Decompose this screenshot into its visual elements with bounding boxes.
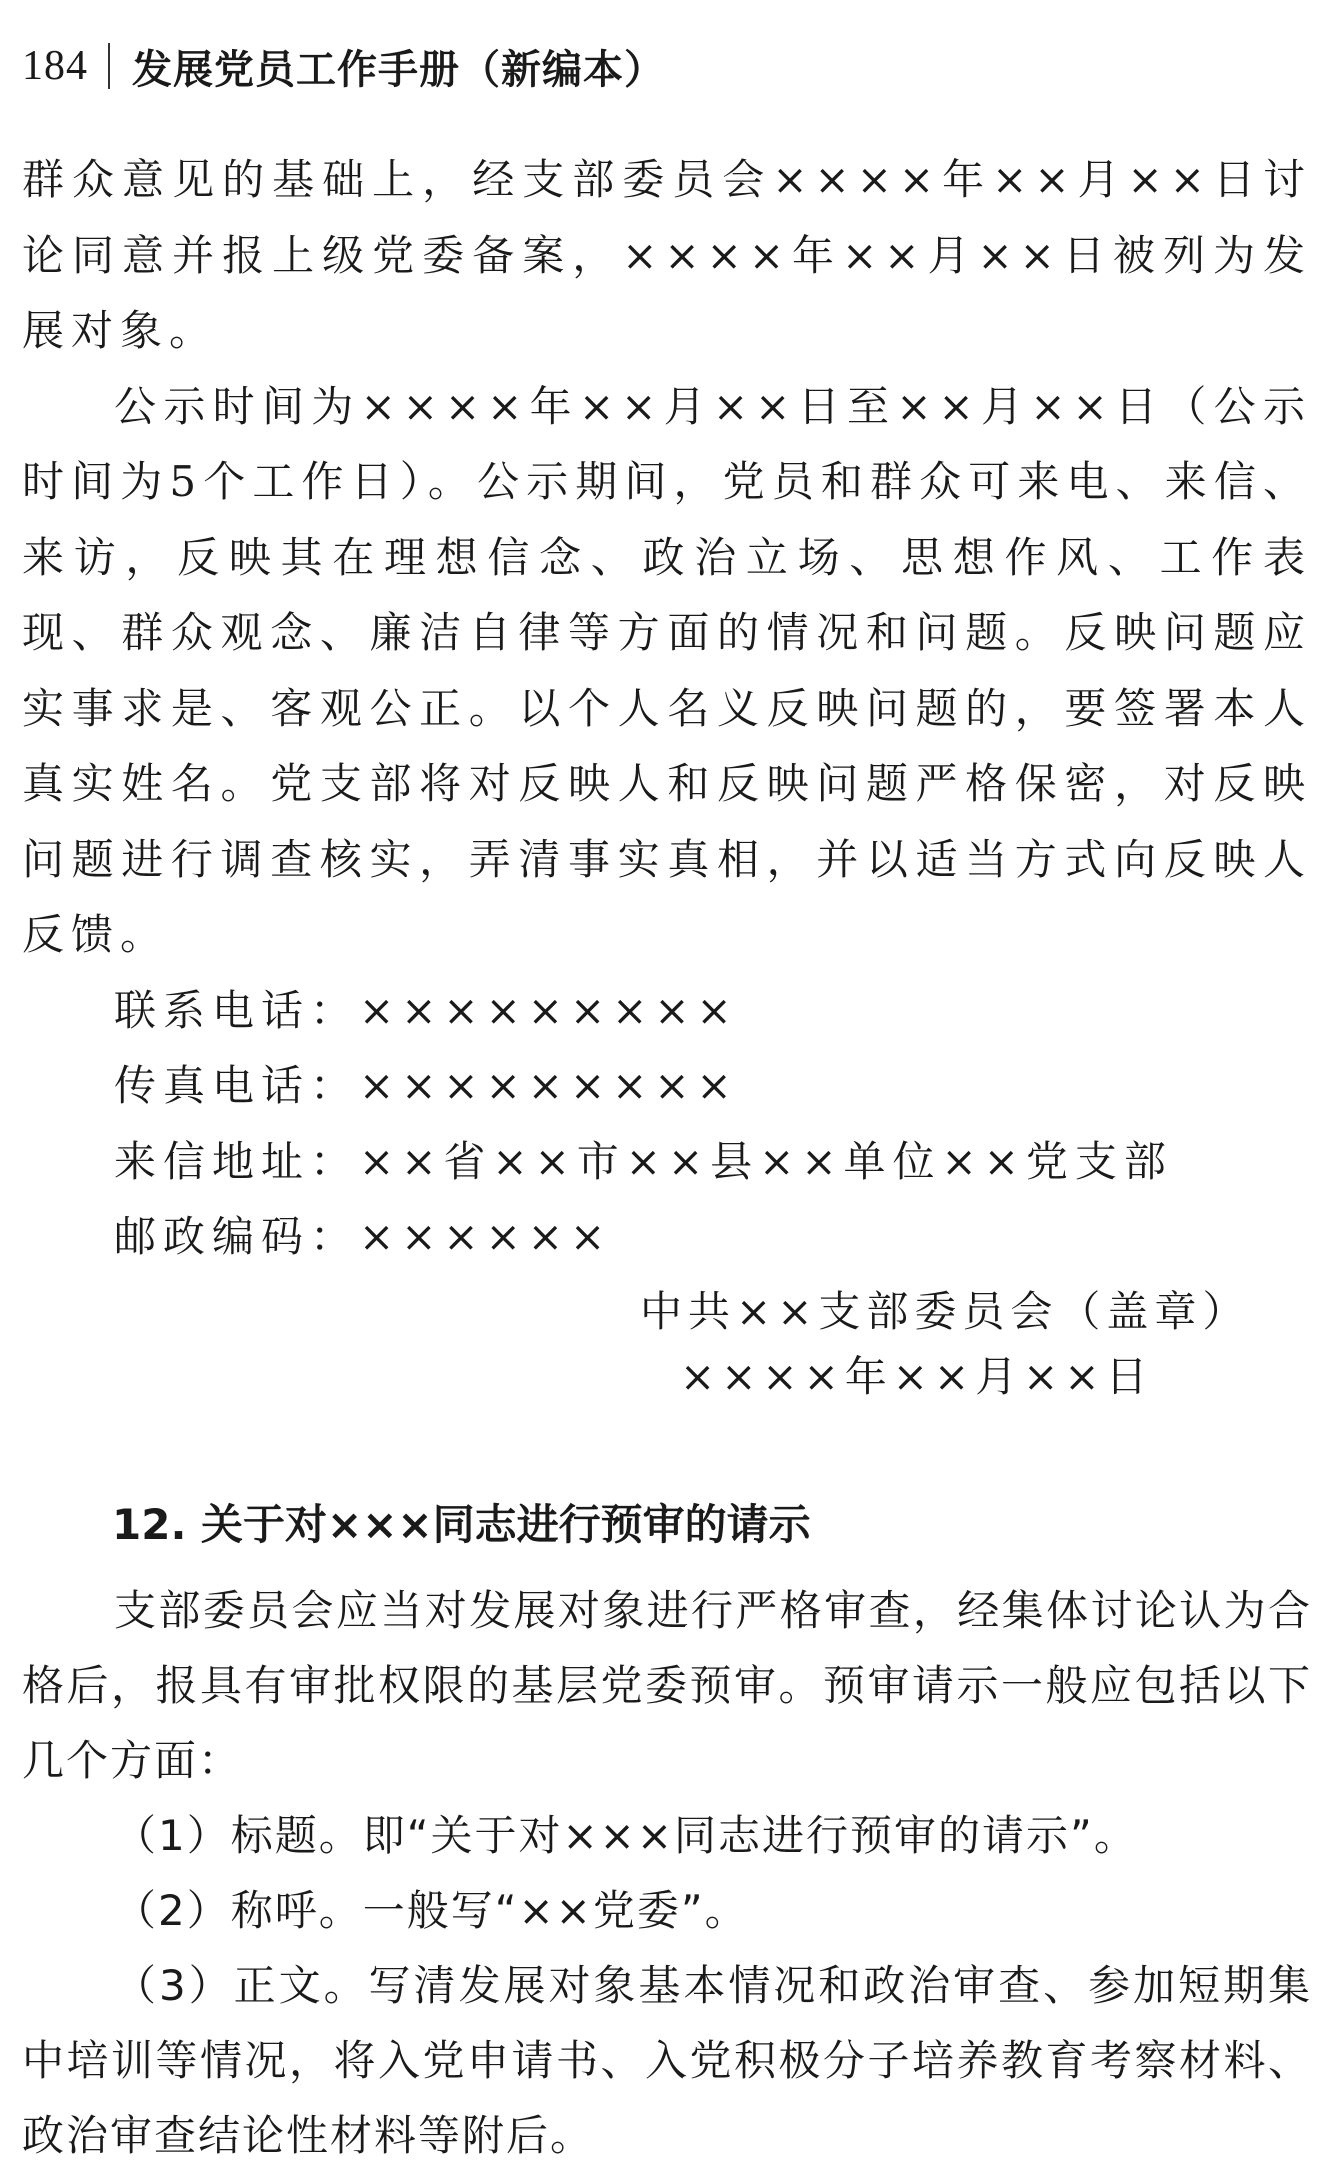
paragraph-intro: 支部委员会应当对发展对象进行严格审查，经集体讨论认为合格后，报具有审批权限的基层党委预审。预审请示一般应包括以下几个方面： [22, 1586, 1312, 1785]
page-number: 184 [22, 43, 88, 89]
section12-text-block [22, 1573, 1312, 2173]
item-title: （1）标题。即“关于对×××同志进行预审的请示”。 [114, 1811, 1138, 1860]
paragraph-publicity: 公示时间为××××年××月××日至××月××日（公示时间为5个工作日）。公示期间，党员和群众可来电、来信、来访，反映其在理想信念、政治立场、思想作风、工作表现、群众观念、廉洁自律等方面的情况和问题。反映问题应实事求是、客观公正。以个人名义反映问题的，要签署本人真实姓名。党支部将对反映人和反映问题严格保密，对反映问题进行调查核实，弄清事实真相，并以适当方式向反映人反馈。 [22, 381, 1312, 959]
book-title: 发展党员工作手册（新编本） [132, 46, 665, 93]
contact-phone: 联系电话：××××××××× [114, 985, 739, 1035]
running-header [22, 36, 665, 96]
section-heading: 12. 关于对×××同志进行预审的请示 [112, 1500, 811, 1549]
contact-fax: 传真电话：××××××××× [114, 1061, 739, 1110]
header-divider [108, 43, 110, 89]
item-salutation: （2）称呼。一般写“××党委”。 [114, 1886, 749, 1935]
contact-address: 来信地址：××省××市××县××单位××党支部 [114, 1136, 1173, 1186]
signature-org: 中共××支部委员会（盖章） [640, 1287, 1251, 1336]
item-body: （3）正文。写清发展对象基本情况和政治审查、参加短期集中培训等情况，将入党申请书、入党积极分子培养教育考察材料、政治审查结论性材料等附后。 [22, 1961, 1312, 2160]
paragraph-continuation: 群众意见的基础上，经支部委员会××××年××月××日讨论同意并报上级党委备案，××××年××月××日被列为发展对象。 [22, 155, 1312, 355]
contact-postcode: 邮政编码：×××××× [114, 1212, 613, 1261]
top-text-block [22, 142, 1312, 1275]
signature-date: ××××年××月××日 [680, 1352, 1154, 1401]
